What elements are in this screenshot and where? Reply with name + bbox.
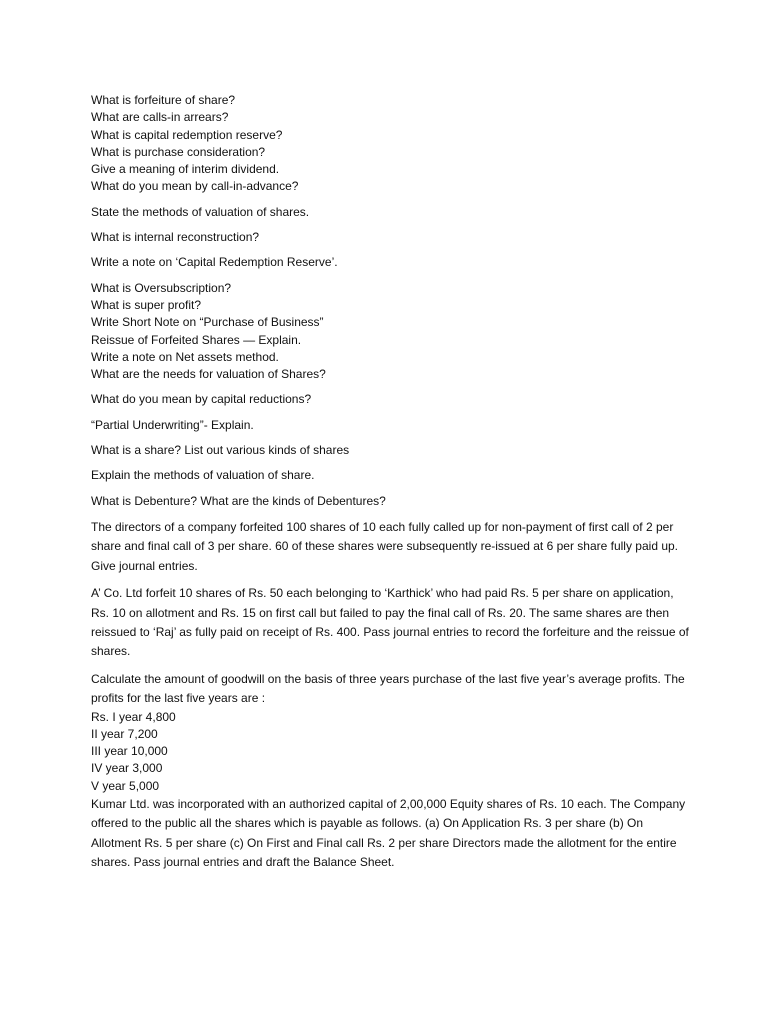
question-text: Write a note on Net assets method.: [91, 349, 279, 364]
question-text: Give a meaning of interim dividend.: [91, 162, 280, 177]
question-text: What is purchase consideration?: [91, 144, 266, 159]
question-text: What do you mean by capital reductions?: [91, 392, 312, 407]
question-text: What do you mean by call-in-advance?: [91, 179, 299, 194]
profit-year: V year 5,000: [91, 778, 160, 793]
question-valuation-methods: [91, 204, 691, 221]
question-debentures: [91, 493, 691, 510]
question-text: Explain the methods of valuation of share.: [91, 468, 315, 483]
question-text: Reissue of Forfeited Shares — Explain.: [91, 332, 302, 347]
problem-text: The directors of a company forfeited 100 shares of 10 each fully called up for non-payment of first call of 2 per share and final call of 3 per share. 60 of these shares were subsequently re-issued at 6 per share fully paid up. Give journal entries.: [91, 519, 679, 573]
problem-goodwill: [91, 670, 691, 709]
question-text: What is forfeiture of share?: [91, 93, 236, 107]
question-text: Write a note on ‘Capital Redemption Reserve’.: [91, 255, 338, 270]
question-text: What is Debenture? What are the kinds of Debentures?: [91, 493, 386, 508]
profit-year: II year 7,200: [91, 726, 158, 741]
profit-year: IV year 3,000: [91, 761, 163, 776]
problem-forfeiture-100-shares: [91, 518, 691, 576]
question-text: What are calls-in arrears?: [91, 110, 229, 125]
profit-year: Rs. I year 4,800: [91, 709, 176, 724]
question-text: What is Oversubscription?: [91, 280, 232, 295]
question-text: “Partial Underwriting”- Explain.: [91, 417, 254, 432]
question-kinds-of-shares: [91, 442, 691, 459]
question-text: What are the needs for valuation of Shares?: [91, 367, 326, 382]
profit-list: [91, 709, 691, 795]
document-page: [91, 92, 691, 881]
problem-text: Calculate the amount of goodwill on the basis of three years purchase of the last five year’s average profits. The profits for the last five years are :: [91, 671, 685, 706]
problem-karthick-forfeit: [91, 584, 691, 662]
problem-text: A’ Co. Ltd forfeit 10 shares of Rs. 50 each belonging to ‘Karthick’ who had paid Rs. 5 per share on application, Rs. 10 on allotment and Rs. 15 on first call but failed to pay the final call of Rs. 20. The same shares are then reissued to ‘Raj’ as fully paid on receipt of Rs. 400. Pass journal entries to record the forfeiture and the reissue of shares.: [91, 586, 689, 659]
question-text: What is capital redemption reserve?: [91, 127, 283, 142]
question-text: State the methods of valuation of shares.: [91, 204, 310, 219]
question-partial-underwriting: [91, 417, 691, 434]
problem-text: Kumar Ltd. was incorporated with an authorized capital of 2,00,000 Equity shares of Rs. 10 each. The Company offered to the public all the shares which is payable as follows. (a) On Application Rs. 3 per share (b) On Allotment Rs. 5 per share (c) On First and Final call Rs. 2 per share Directors made the allotment for the entire shares. Pass journal entries and draft the Balance Sheet.: [91, 797, 686, 870]
question-internal-reconstruction: [91, 229, 691, 246]
question-text: What is super profit?: [91, 297, 202, 312]
question-text: Write Short Note on “Purchase of Business”: [91, 315, 324, 330]
question-text: What is internal reconstruction?: [91, 230, 260, 245]
question-group-short-notes: [91, 280, 691, 384]
question-capital-redemption-note: [91, 254, 691, 271]
problem-kumar-ltd: [91, 795, 691, 873]
question-capital-reductions: [91, 391, 691, 408]
question-group-basic: [91, 92, 691, 196]
profit-year: III year 10,000: [91, 744, 168, 759]
question-text: What is a share? List out various kinds of shares: [91, 443, 350, 458]
question-valuation-of-share: [91, 467, 691, 484]
